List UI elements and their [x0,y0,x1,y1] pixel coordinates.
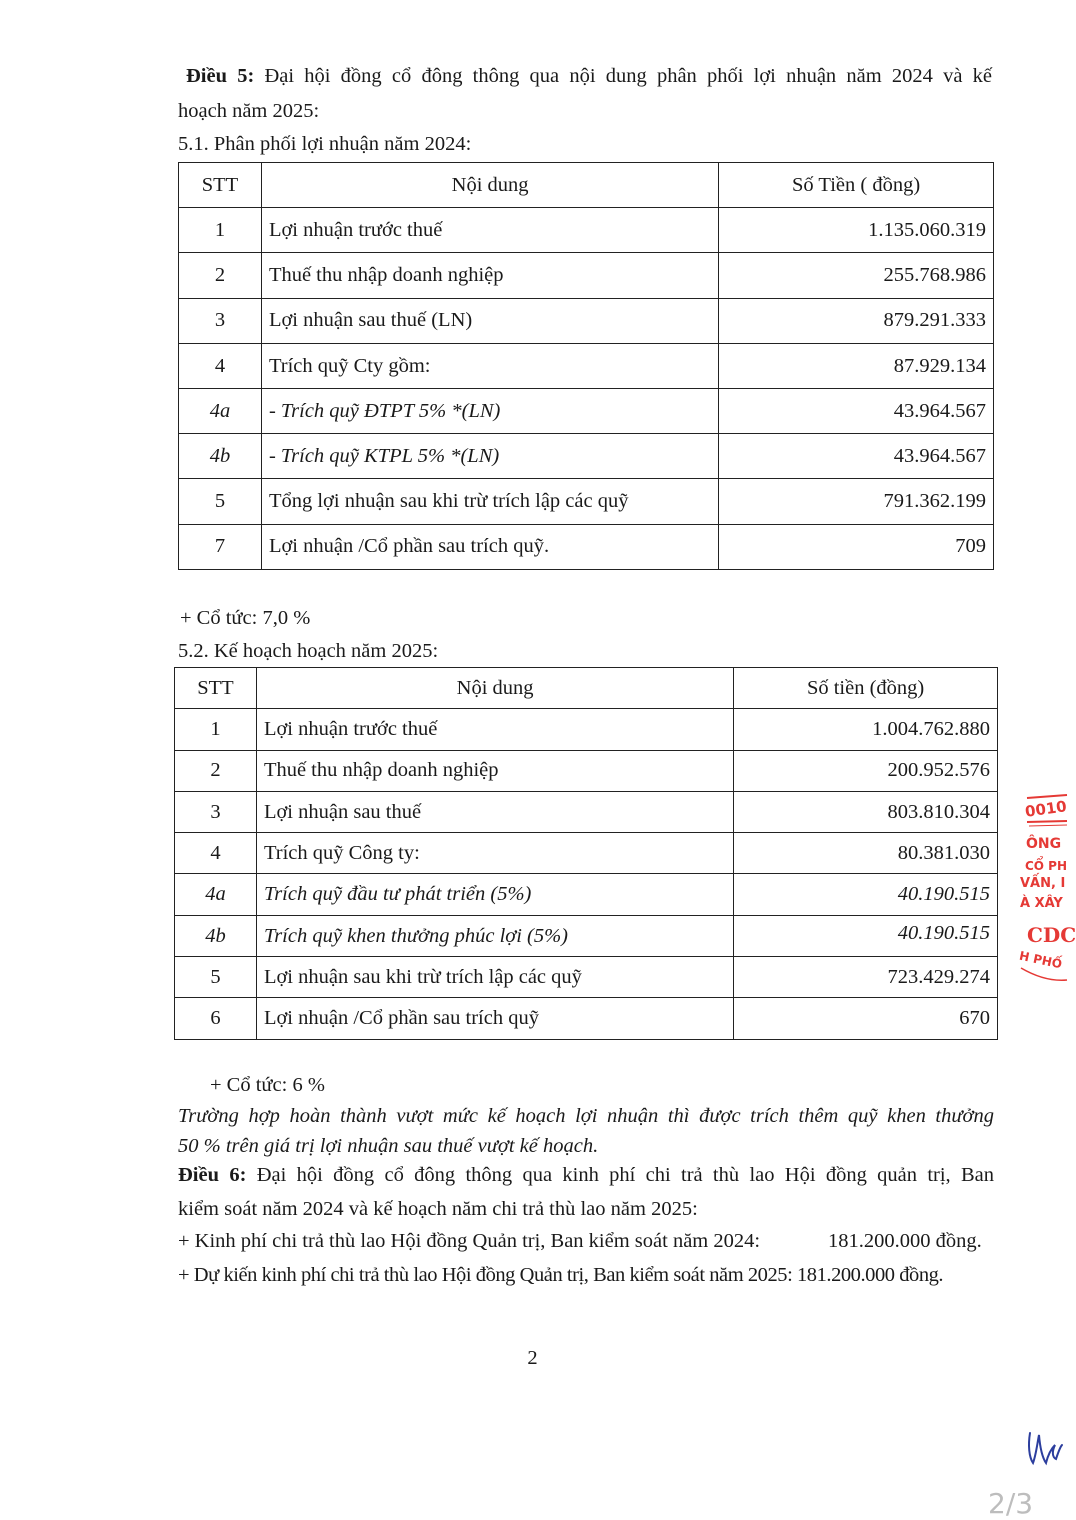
row-stt: 1 [179,208,262,253]
row-amount: 87.929.134 [719,343,994,388]
row-content: Trích quỹ Công ty: [256,833,733,874]
page-number: 2 [527,1347,538,1369]
row-stt: 4a [179,388,262,433]
row-content: Lợi nhuận sau thuế (LN) [261,298,718,343]
row-content: Thuế thu nhập doanh nghiệp [256,750,733,791]
bonus-note-line-2 [178,1134,598,1159]
row-amount: 709 [719,524,994,569]
row-amount: 723.429.274 [734,957,998,998]
row-content: Lợi nhuận trước thuế [261,208,718,253]
table-row [175,915,998,956]
row-stt: 4 [175,833,257,874]
row-content: Thuế thu nhập doanh nghiệp [261,253,718,298]
row-content: Lợi nhuận sau khi trừ trích lập các quỹ [256,957,733,998]
row-stt: 4b [179,434,262,479]
bonus-note-text: Trường hợp hoàn thành vượt mức kế hoạch lợi nhuận thì được trích thêm quỹ khen thưởng [178,1105,994,1127]
row-content: Lợi nhuận trước thuế [256,709,733,750]
seal-rings [1015,790,1067,985]
table-row [175,791,998,832]
article-6-line-1 [178,1163,994,1188]
section-5-2-title: 5.2. Kế hoạch hoạch năm 2025: [178,640,439,662]
article-6-line-2: kiểm soát năm 2024 và kế hoạch năm chi trả thù lao năm 2025: [178,1198,698,1220]
table-row [179,434,994,479]
row-content: Lợi nhuận sau thuế [256,791,733,832]
remuneration-2024-amount: 181.200.000 đồng. [828,1230,982,1252]
seal-text: CỔ PH [1025,859,1068,873]
table-row [175,709,998,750]
article-6-label: Điều 6: [178,1164,247,1186]
table-row [179,479,994,524]
table-row [179,388,994,433]
bonus-note-line-1 [178,1104,994,1129]
row-stt: 2 [179,253,262,298]
row-content: - Trích quỹ KTPL 5% *(LN) [261,434,718,479]
row-amount: 80.381.030 [734,833,998,874]
row-amount: 43.964.567 [719,388,994,433]
table-row [179,208,994,253]
dividend-2025: + Cổ tức: 6 % [210,1074,325,1096]
row-amount: 803.810.304 [734,791,998,832]
row-content: - Trích quỹ ĐTPT 5% *(LN) [261,388,718,433]
table-row [175,874,998,915]
row-content: Tổng lợi nhuận sau khi trừ trích lập các quỹ [261,479,718,524]
header-stt: STT [179,163,262,208]
row-amount: 1.004.762.880 [734,709,998,750]
row-amount: 40.190.515 [734,915,998,956]
row-stt: 5 [179,479,262,524]
table-row [175,750,998,791]
row-amount: 255.768.986 [719,253,994,298]
row-content: Trích quỹ Cty gồm: [261,343,718,388]
row-amount: 40.190.515 [734,874,998,915]
seal-text: 0010 [1023,797,1068,821]
table-row [175,957,998,998]
row-amount: 791.362.199 [719,479,994,524]
table-row [179,298,994,343]
row-stt: 4a [175,874,257,915]
article-5-line-1 [186,64,992,89]
remuneration-2025-plan: + Dự kiến kinh phí chi trả thù lao Hội đồng Quản trị, Ban kiểm soát năm 2025: 181.200.000 đồng. [178,1264,944,1286]
seal-text: À XÂY [1020,896,1063,911]
row-content: Trích quỹ đầu tư phát triển (5%) [256,874,733,915]
row-stt: 7 [179,524,262,569]
table-header-row [179,163,994,208]
table-row [179,524,994,569]
row-amount: 43.964.567 [719,434,994,479]
row-content: Lợi nhuận /Cổ phần sau trích quỹ [256,998,733,1039]
table-row [179,343,994,388]
row-stt: 3 [175,791,257,832]
header-stt: STT [175,668,257,709]
company-seal [1015,790,1076,985]
article-5-line-2: hoạch năm 2025: [178,100,320,122]
handwritten-initials [1022,1425,1064,1471]
seal-text: ÔNG [1026,836,1062,852]
row-stt: 3 [179,298,262,343]
row-stt: 5 [175,957,257,998]
profit-distribution-2024-table [178,162,994,570]
article-5-text: Đại hội đồng cổ đông thông qua nội dung phân phối lợi nhuận năm 2024 và kế [264,65,992,87]
row-content: Lợi nhuận /Cổ phần sau trích quỹ. [261,524,718,569]
profit-plan-2025-table [174,667,998,1040]
section-5-1-title: 5.1. Phân phối lợi nhuận năm 2024: [178,133,472,155]
row-stt: 4b [175,915,257,956]
row-amount: 879.291.333 [719,298,994,343]
row-amount: 200.952.576 [734,750,998,791]
row-amount: 670 [734,998,998,1039]
viewer-page-indicator: 2/3 [988,1487,1034,1520]
row-content: Trích quỹ khen thưởng phúc lợi (5%) [256,915,733,956]
seal-text: CDC [1027,923,1076,947]
seal-text: VẤN, I [1020,876,1066,891]
header-amount: Số tiền (đồng) [734,668,998,709]
row-stt: 2 [175,750,257,791]
row-stt: 6 [175,998,257,1039]
header-content: Nội dung [256,668,733,709]
article-6-text: Đại hội đồng cổ đông thông qua kinh phí chi trả thù lao Hội đồng quản trị, Ban [256,1164,995,1186]
table-row [179,253,994,298]
row-stt: 4 [179,343,262,388]
seal-text: H PHỐ [1018,948,1064,972]
row-amount: 1.135.060.319 [719,208,994,253]
table-header-row [175,668,998,709]
dividend-2024: + Cổ tức: 7,0 % [180,607,311,629]
bonus-note-text-2: 50 % trên giá trị lợi nhuận sau thuế vượt kế hoạch. [178,1135,599,1157]
table-row [175,998,998,1039]
table-row [175,833,998,874]
header-content: Nội dung [261,163,718,208]
remuneration-2024-text: + Kinh phí chi trả thù lao Hội đồng Quản trị, Ban kiểm soát năm 2024: [178,1230,761,1252]
header-amount: Số Tiền ( đồng) [719,163,994,208]
row-stt: 1 [175,709,257,750]
article-5-label: Điều 5: [186,65,255,87]
